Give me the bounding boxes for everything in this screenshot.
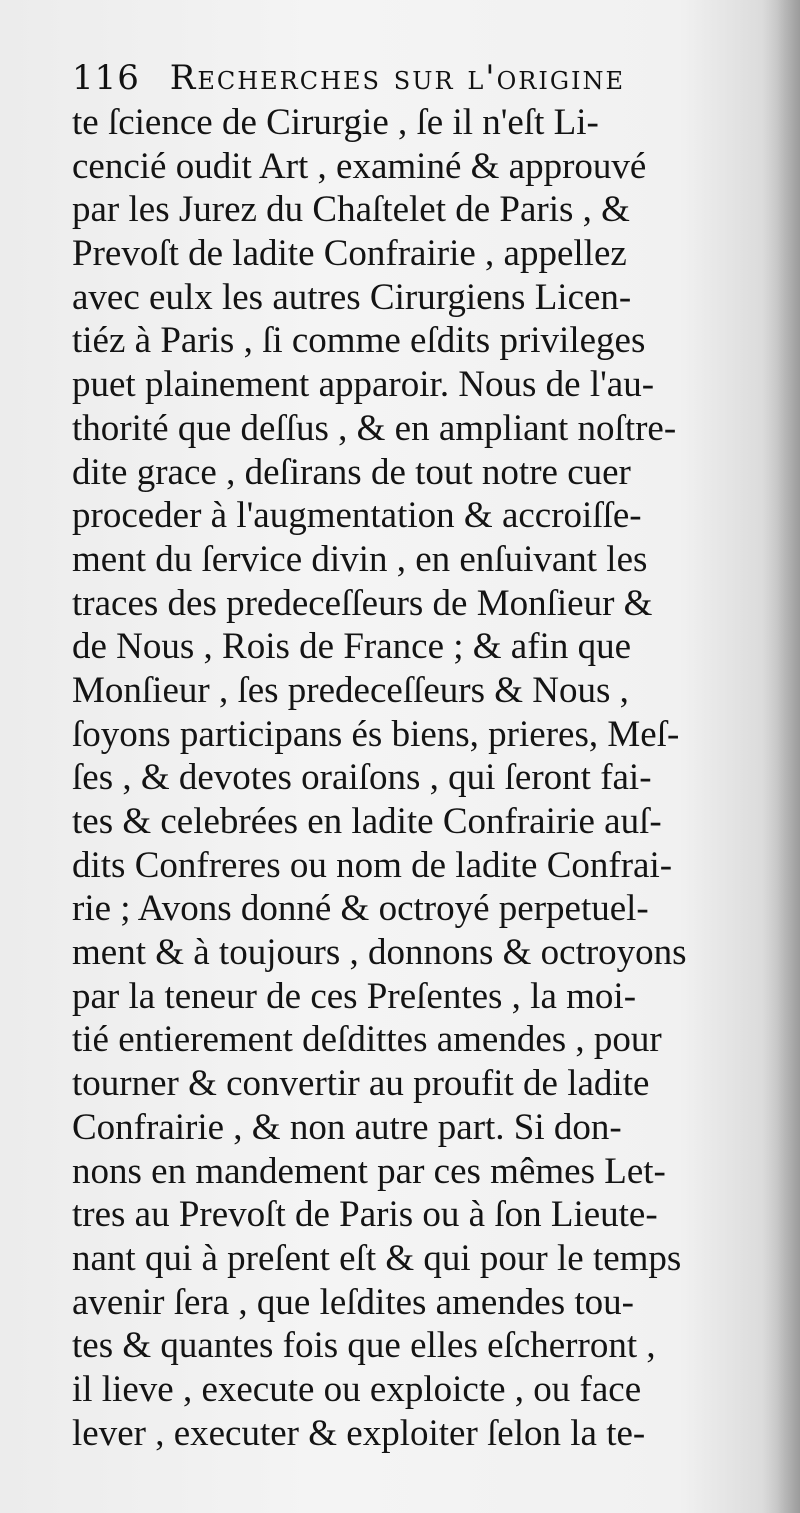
text-line: rie ; Avons donné & octroyé perpetuel- <box>72 888 649 930</box>
text-line: tiéz à Paris , ſi comme eſdits privileges <box>72 320 646 362</box>
text-line: Confrairie , & non autre part. Si don- <box>72 1106 622 1148</box>
text-line: dite grace , deſirans de tout notre cuer <box>72 451 631 493</box>
text-line: proceder à l'augmentation & accroiſſe- <box>72 495 642 537</box>
running-title: Recherches sur l'origine <box>169 58 626 98</box>
text-line: tié entierement deſdittes amendes , pour <box>72 1019 662 1061</box>
text-line: lever , executer & exploiter ſelon la te- <box>72 1412 646 1454</box>
text-line: puet plainement apparoir. Nous de l'au- <box>72 364 655 406</box>
body-text <box>72 101 792 1455</box>
text-line: nons en mandement par ces mêmes Let- <box>72 1150 666 1192</box>
text-line: ſoyons participans és biens, prieres, Meſ- <box>72 713 680 755</box>
text-line: Monſieur , ſes predeceſſeurs & Nous , <box>72 669 629 711</box>
text-line: ment du ſervice divin , en enſuivant les <box>72 538 648 580</box>
text-line: traces des predeceſſeurs de Monſieur & <box>72 582 653 624</box>
text-line: Prevoſt de ladite Confrairie , appellez <box>72 233 627 275</box>
text-line: ſes , & devotes oraiſons , qui ſeront fai- <box>72 757 652 799</box>
text-line: par la teneur de ces Preſentes , la moi- <box>72 975 637 1017</box>
text-line: tes & quantes fois que elles eſcherront , <box>72 1325 656 1367</box>
text-line: nant qui à preſent eſt & qui pour le temps <box>72 1237 682 1279</box>
text-line: avenir ſera , que leſdites amendes tou- <box>72 1281 634 1323</box>
text-line: tes & celebrées en ladite Confrairie auſ- <box>72 801 662 842</box>
text-line: dits Confreres ou nom de ladite Confrai- <box>72 844 673 886</box>
text-line: il lieve , execute ou exploicte , ou face <box>72 1368 642 1410</box>
page-number: 116 <box>72 58 140 98</box>
text-line: avec eulx les autres Cirurgiens Licen- <box>72 276 632 318</box>
text-line: thorité que deſſus , & en ampliant noſtre- <box>72 407 677 449</box>
text-line: ment & à toujours , donnons & octroyons <box>72 932 687 974</box>
text-line: tourner & convertir au proufit de ladite <box>72 1063 650 1105</box>
text-line: tres au Prevoſt de Paris ou à ſon Lieute- <box>72 1194 658 1236</box>
text-line: cencié oudit Art , examiné & approuvé <box>72 145 647 187</box>
text-line: te ſcience de Cirurgie , ſe il n'eſt Li- <box>72 102 599 143</box>
page-header <box>72 58 772 104</box>
text-line: de Nous , Rois de France ; & afin que <box>72 626 631 668</box>
text-line: par les Jurez du Chaſtelet de Paris , & <box>72 189 630 231</box>
